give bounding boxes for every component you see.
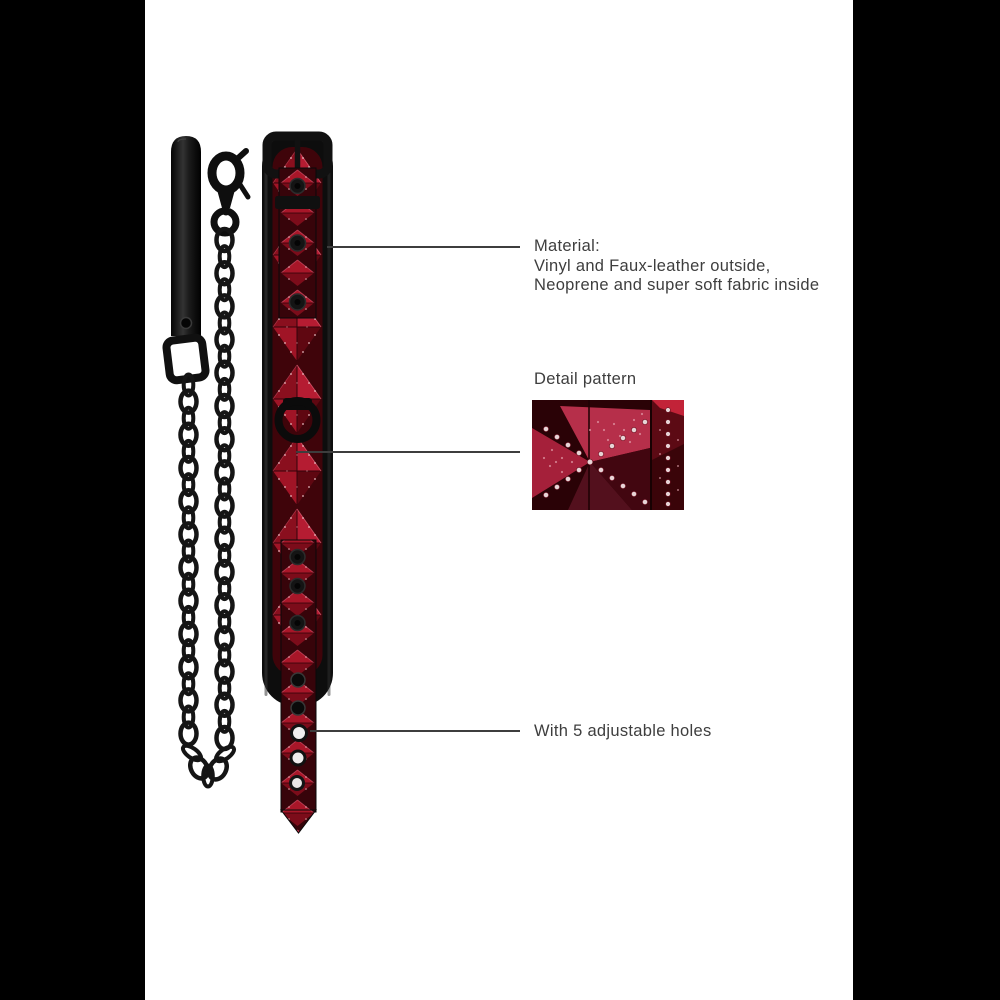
- tail-strap-tip: [281, 810, 316, 833]
- lobster-clasp: [212, 151, 248, 233]
- strap-keeper: [275, 196, 320, 209]
- material-line1: Vinyl and Faux-leather outside,: [534, 256, 771, 275]
- collar: [262, 133, 333, 833]
- callout-line-material: [327, 246, 520, 248]
- detail-pattern-label: Detail pattern: [534, 370, 637, 388]
- callout-line-holes: [310, 730, 520, 732]
- handle-rivet: [181, 318, 192, 329]
- tail-snaps: [290, 550, 305, 631]
- material-line2: Neoprene and super soft fabric inside: [534, 276, 820, 294]
- adjustable-holes-label: With 5 adjustable holes: [534, 722, 712, 740]
- material-annotation: [534, 237, 819, 296]
- leash: [166, 136, 248, 787]
- callout-line-detail-pattern: [296, 451, 520, 453]
- leash-handle: [171, 136, 201, 336]
- detail-pattern-image: [532, 400, 684, 510]
- material-title: Material:: [534, 237, 600, 255]
